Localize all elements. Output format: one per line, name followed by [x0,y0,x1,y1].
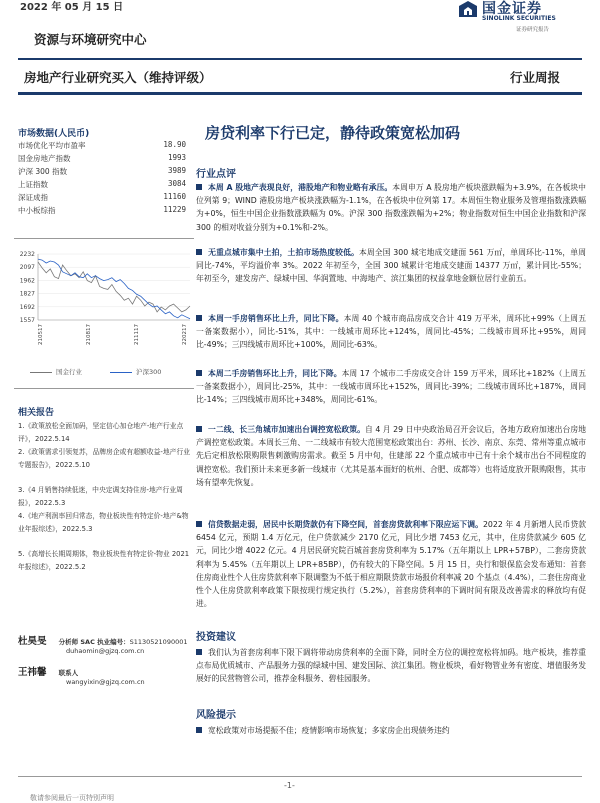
report-headline: 房贷利率下行已定，静待政策宽松加码 [205,124,461,142]
report-date: 2022 年 05 月 15 日 [20,2,124,13]
chart-legend [30,367,161,376]
y-tick-label: 2232 [19,251,35,258]
related-report-item[interactable]: 4.《地产利润率回归常态，物业板块性有特定价-地产&物业年报综述》，2022.5.3 [18,512,189,533]
bullet-icon [196,426,202,432]
related-report-item[interactable]: 2.《政策需求引领复苏，品牌房企或有超额收益-地产行业专题报告》，2022.5.10 [18,448,191,469]
review-paragraph: 信贷数据走弱，居民中长期贷款仍有下降空间，首套房贷款利率下限应运下调。2022 年 4 月新增人民币贷款 6454 亿元，预期 1.4 万亿元，住户贷款减少 2170 亿元，同比少增 7453 亿元，其中，住房贷款减少 605 亿元，同比少增 4022 亿元。4 月居民研究院百城首套房贷利率为 5.17%（五年期以上 LPR+57BP），二套房贷款利率为 5.45%（五年期以上 LPR+85BP），仍有较大的下降空间。5 月 15 日，央行和银保监会发布通知：首套住房商业性个人住房贷款利率下限调整为不低于相应期限贷款市场报价利率减 20 个基点（4.4%），二套住房商业性个人住房贷款利率政策下限按现行规定执行（5.2%），首套房贷利率的下调时间有限及改善需求的释放均有促进。 [196,520,586,609]
section-title-review: 行业点评 [196,169,236,180]
market-row: 深证成指 11160 [18,192,186,202]
market-row: 国金房地产指数 1993 [18,153,186,163]
bullet-icon [196,370,202,376]
legend-item-csi300: 沪深300 [110,367,161,376]
brand-name-en: SINOLINK SECURITIES [482,15,556,22]
analyst-email[interactable]: duhaomin@gjzq.com.cn [66,647,145,655]
market-row: 中小板综指 11229 [18,205,186,215]
review-paragraph: 本周一手房销售环比上升，同比下降。本周 40 个城市商品房成交合计 419 万平米，周环比+99%（上周五一备案数据小），同比-51%，其中：一线城市周环比+124%，周同比-45%；二线城市周环比+95%，周同比-49%；三四线城市周环比+100%，周同比-63%。 [196,314,587,350]
series-line-csi300 [38,259,190,319]
y-tick-label: 1692 [19,303,35,311]
contact-name: 王祎馨 [18,667,47,678]
x-tick-label: 220217 [182,324,188,345]
bullet-icon [196,521,202,527]
risk-paragraph: 宽松政策对市场提振不佳；疫情影响市场恢复；多家房企出现债务违约 [196,724,586,737]
legend-item-industry: 国金行业 [30,367,82,376]
review-paragraph: 无重点城市集中土拍，土拍市场热度较低。本周全国 300 城宅地成交建面 561 万㎡，单周环比-11%，单周同比-74%，平均溢价率 3%。2022 年初至今，全国 300 城累计宅地成交建面 14377 万㎡，累计同比-55%；年初至今，建发房产、绿城中国、华润置地、中海地产、滨江集团的权益拿地金额位居行业前五。 [196,248,586,284]
brand-subtitle: 证券研究报告 [516,27,550,33]
contact-card: 王祎馨 联系人 wangyixin@gjzq.com.cn [18,664,198,686]
bullet-icon [196,649,202,655]
y-tick-label: 2097 [19,264,35,272]
y-tick-label: 1827 [19,290,35,298]
market-row: 沪深 300 指数 3989 [18,166,186,176]
x-tick-label: 210517 [38,324,44,345]
section-title-invest: 投资建议 [196,632,236,643]
analyst-card: 杜昊旻 分析师 SAC 执业编号：S1130521090001 duhaomin@gjzq.com.cn [18,633,198,655]
bullet-icon [196,184,202,190]
chart-bottom-rule [14,388,194,389]
x-tick-label: 210817 [86,324,92,345]
bullet-icon [196,249,202,255]
analyst-name: 杜昊旻 [18,636,47,647]
market-row: 市场优化平均市盈率 18.90 [18,140,186,150]
related-report-item[interactable]: 1.《政策放松全面加码，坚定信心加仓地产-地产行业点评》，2022.5.14 [18,422,184,443]
bullet-icon [196,315,202,321]
related-report-item[interactable]: 5.《高增长长期周期体，物业板块性有特定价-物业 2021 年报综述》，2022.5.2 [18,550,190,571]
y-tick-label: 1962 [19,277,35,285]
chart-top-rule [14,238,194,239]
review-paragraph: 一二线、长三角城市加速出台调控宽松政策。自 4 月 29 日中央政治局召开会议后，各地方政府加速出台房地产调控宽松政策。本周长三角、一二线城市有较大范围宽松政策出台：苏州、长沙、南京、东莞、常州等重点城市先后定相放松限购限售刺激购房需求。截至 5 月中旬，住建部 22 个重点城市中已有十余个城市出台不同程度的调控宽松。我们预计未来更多新一线城市（尤其是基本面好的杭州、合肥、成都等）也将适度放开限购限售，其市场有望率先恢复。 [196,425,587,487]
research-center: 资源与环境研究中心 [34,32,147,47]
brand-logo-icon [457,0,479,18]
bullet-icon [196,727,202,733]
industry-rating: 房地产行业研究买入（维持评级） [24,70,212,85]
market-row: 上证指数 3084 [18,179,186,189]
y-tick-label: 1557 [19,317,35,324]
header-rule-bottom [18,92,582,95]
report-type: 行业周报 [510,70,561,85]
market-data-title: 市场数据(人民币) [18,129,90,139]
disclaimer-note: 敬请参阅最后一页特别声明 [30,794,114,802]
brand-name: 国金证券 [482,1,542,17]
review-paragraph: 本周二手房销售环比上升，同比下降。本周 17 个城市二手房成交合计 159 万平米，周环比+182%（上周五一备案数据小），周同比-25%，其中：一线城市周环比+152%，周同比-39%；二线城市周环比+187%，周同比-14%；三四线城市周环比+348%，周同比-61%。 [196,369,586,405]
contact-email[interactable]: wangyixin@gjzq.com.cn [66,678,145,686]
invest-paragraph: 我们认为首套房利率下限下调将带动房贷利率的全面下降，同时全方位的调控宽松将加码。地产板块，推荐重点布局优质城市、产品服务力强的绿城中国、建发国际、滨江集团。物业板块，看好物管业务有密度、增值服务发展好的民营物管公司，推荐金科服务、碧桂园服务。 [196,648,586,684]
section-title-risk: 风险提示 [196,710,236,721]
page-number: -1- [284,781,295,790]
header-rule-top [18,58,582,60]
x-tick-label: 211117 [134,324,140,345]
footer-rule [18,776,582,777]
related-report-item[interactable]: 3.《4 月销售持续低迷，中央定调支持住房-地产行业周报》，2022.5.3 [18,486,183,507]
review-paragraph: 本周 A 股地产表现良好，港股地产和物业略有承压。本周申万 A 股房地产板块涨跌幅为+3.9%，在各板块中位列第 9；WIND 港股房地产板块涨跌幅为-1.1%，在各板块中位列第 17。本周恒生物业服务及管理指数涨跌幅为+0%，恒生中国企业指数涨跌幅为 0%。沪深 300 指数涨跌幅为+2%；物业指数对恒生中国企业指数和沪深 300 的相对收益分别为+0.1%和-2%。 [196,183,586,232]
index-line-chart [14,248,194,348]
related-reports-title: 相关报告 [18,408,55,418]
